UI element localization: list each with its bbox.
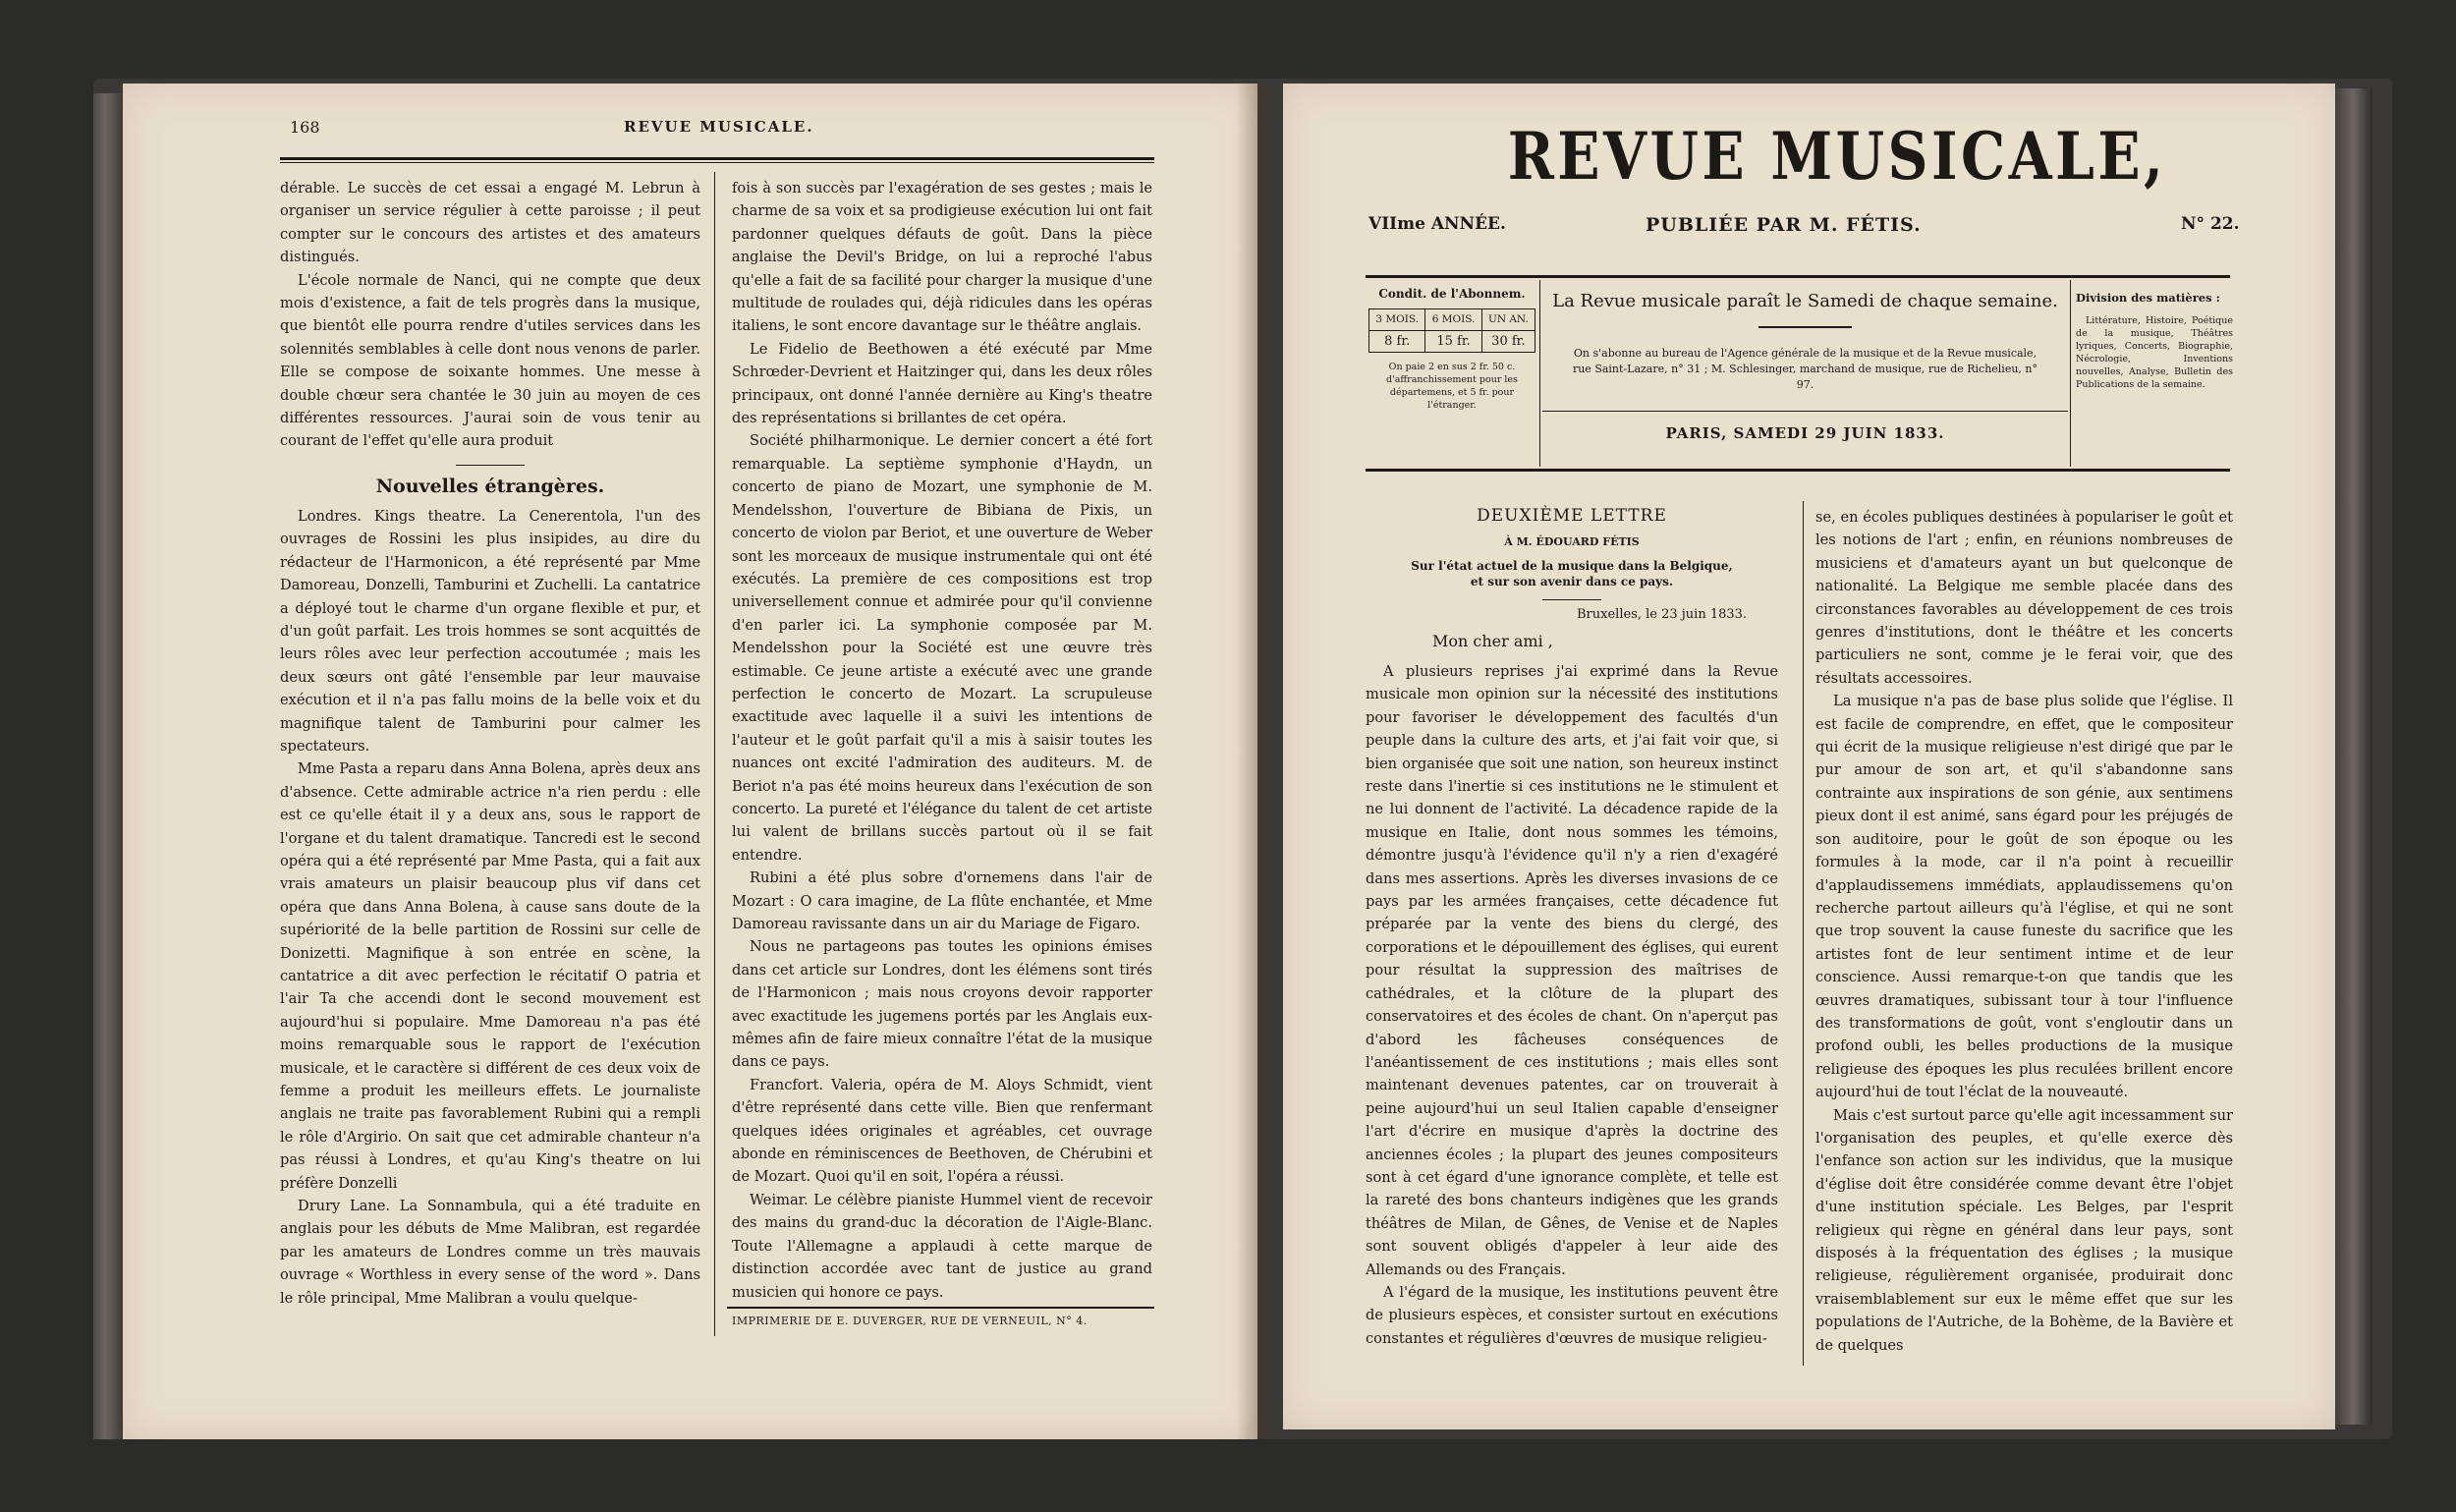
header-rule-thin	[280, 162, 1154, 163]
paragraph: Société philharmonique. Le dernier concert a été fort remarquable. La septième symphonie d'Haydn, un concerto de piano de Mozart, une symphonie de M. Mendelsshon, l'ouverture de Bibiana de Pixis, un concerto de violon par Beriot, et une ouverture de Weber sont les morceaux de musique instrumentale qui ont été exécutés. La première de ces compositions est trop universellement connue et admirée pour qu'il convienne d'en parler ici. La symphonie composée par M. Mendelsshon pour la Société est une œuvre très estimable. Ce jeune artiste a exécuté avec une grande perfection le concerto de Mozart. La scrupuleuse exactitude avec laquelle il a suivi les intentions de l'auteur et le goût parfait qu'il a mis à saisir toutes les nuances ont excité l'admiration des auditeurs. M. de Beriot n'a pas été moins heureux dans l'exécution de son concerto. La pureté et l'élégance du talent de cet artiste lui valent de brillans succès partout où il se fait entendre.	[732, 432, 1152, 864]
paragraph: Londres. Kings theatre. La Cenerentola, l'un des ouvrages de Rossini les plus insipides, au dire du rédacteur de l'Harmonicon, a été représenté par Mme Damoreau, Donzelli, Tamburini et Zuchelli. La cantatrice a déployé tout le charme d'un organe flexible et pur, et d'un goût parfait. Les trois hommes se sont acquittés de leurs rôles avec leur perfection accoutumée ; mais les deux sœurs ont gâté l'ensemble par leur mauvaise exécution et il n'a pas fallu moins de la belle voix et du magnifique talent de Tamburini pour calmer les spectateurs.	[280, 507, 700, 755]
letter-date: Bruxelles, le 23 juin 1833.	[1577, 607, 1748, 622]
box-divider-right	[2070, 280, 2071, 467]
subscription-note: On paie 2 en sus 2 fr. 50 c. d'affranchissement pour les départemens, et 5 fr. pour l'étranger.	[1386, 362, 1518, 411]
paragraph: dérable. Le succès de cet essai a engagé M. Lebrun à organiser un service régulier à cette paroisse ; il peut compter sur le concours des artistes et des amateurs distingués.	[280, 180, 700, 266]
paragraph: A plusieurs reprises j'ai exprimé dans la Revue musicale mon opinion sur la nécessité des institutions pour favoriser le développement des facultés d'un peuple dans la culture des arts, et j'ai fait voir que, si bien organisée que soit une nation, son heureux instinct reste dans l'inertie si ces institutions ne le stimulent et ne lui donnent de l'activité. La décadence rapide de la musique en Italie, dont nous sommes les témoins, démontre jusqu'à l'évidence qu'il n'y a rien d'exagéré dans mes assertions. Après les diverses invasions de ce pays par les armées françaises, cette décadence fut préparée par la vente des biens du clergé, des corporations et le dépouillement des églises, qui eurent pour résultat la suppression des maîtrises de cathédrales, et la clôture de la plupart des conservatoires et des écoles de chant. On n'aperçut pas d'abord les fâcheuses conséquences de l'anéantissement de ces institutions ; mais elles sont maintenant devenues patentes, car on trouverait à peine aujourd'hui un seul Italien capable d'enseigner l'art d'écrire en musique d'après la doctrine des anciennes écoles ; la plupart des jeunes compositeurs sont à cet égard d'une ignorance complète, et telle est la rareté des bons chanteurs indigènes que les grands théâtres de Milan, de Gênes, de Venise et de Naples sont souvent obligés d'appeler à leur aide des Allemands ou des Français.	[1366, 663, 1778, 1278]
contents-list: Littérature, Histoire, Poétique de la musique, Théâtres lyriques, Concerts, Biographie, Nécrologie, Inventions nouvelles, Analyse, Bulletin des Publications de la semaine.	[2076, 315, 2233, 390]
period-header: 3 MOIS.	[1369, 309, 1425, 331]
column-divider-right	[1803, 501, 1804, 1366]
box-divider-left	[1539, 280, 1540, 467]
right-column-2	[1815, 506, 2233, 1357]
subscription-box	[1368, 287, 1535, 412]
contents-box	[2076, 291, 2233, 391]
letter-recipient: À M. ÉDOUARD FÉTIS	[1504, 535, 1640, 548]
paragraph: A l'égard de la musique, les institutions peuvent être de plusieurs espèces, et consister surtout en exécutions constantes et régulières d'œuvres de musique religieu-	[1366, 1283, 1778, 1347]
paragraph: Weimar. Le célèbre pianiste Hummel vient de recevoir des mains du grand-duc la décoration de l'Aigle-Blanc. Toute l'Allemagne a applaudi à cette marque de distinction accordée avec tant de justice au grand musicien qui honore ce pays.	[732, 1191, 1152, 1301]
publication-schedule: La Revue musicale paraît le Samedi de chaque semaine.	[1552, 291, 2058, 311]
period-header: 6 MOIS.	[1425, 309, 1481, 331]
imprint-rule	[727, 1307, 1154, 1309]
masthead-rule-top	[1366, 275, 2230, 278]
cover-edge-left	[93, 93, 123, 1439]
publisher-label: PUBLIÉE PAR M. FÉTIS.	[1646, 214, 1922, 236]
price-cell: 8 fr.	[1369, 331, 1425, 353]
paragraph: fois à son succès par l'exagération de ses gestes ; mais le charme de sa voix et sa prodigieuse exécution lui ont fait pardonner quelques défauts de goût. Dans la pièce anglaise the Devil's Bridge, on lui a reproché l'abus qu'elle a fait de sa facilité pour charger la musique d'une multitude de roulades qui, déjà ridicules dans les opéras italiens, le sont encore davantage sur le théâtre anglais.	[732, 180, 1152, 335]
page-gutter	[1236, 84, 1283, 1439]
masthead-rule-bottom	[1366, 469, 2230, 472]
running-head: REVUE MUSICALE.	[624, 118, 814, 136]
letter-subject: Sur l'état actuel de la musique dans la Belgique, et sur son avenir dans ce pays.	[1411, 559, 1733, 588]
issue-number: N° 22.	[2181, 214, 2240, 234]
paragraph: L'école normale de Nanci, qui ne compte que deux mois d'existence, a fait de tels progrès dans la musique, que bientôt elle pourra rendre d'utiles services dans les solennités semblables à celle dont nous venons de parler. Elle se compose de soixante hommes. Une messe à double chœur sera chantée le 30 juin au moyen de ces différentes ressources. J'aurai soin de vous tenir au courant de l'effet qu'elle aura produit	[280, 271, 700, 450]
dateline: PARIS, SAMEDI 29 JUIN 1833.	[1665, 424, 1945, 442]
section-title: Nouvelles étrangères.	[375, 475, 605, 497]
heading-divider	[1542, 599, 1601, 600]
contents-title: Division des matières :	[2076, 291, 2220, 305]
cover-edge-right	[2333, 88, 2372, 1425]
imprint: IMPRIMERIE DE E. DUVERGER, RUE DE VERNEUIL, N° 4.	[732, 1315, 1088, 1327]
paragraph: se, en écoles publiques destinées à populariser le goût et les notions de l'art ; enfin, en réunions nombreuses de musiciens et d'amateurs ayant un but quelconque de nationalité. La Belgique me semble placée dans des circonstances favorables au développement de ces trois genres d'institutions, dont le théâtre et les concerts particuliers ne sont, comme je le ferai voir, que des résultats accessoires.	[1815, 509, 2233, 687]
subscription-table	[1368, 308, 1535, 353]
header-rule	[280, 157, 1154, 160]
paragraph: Drury Lane. La Sonnambula, qui a été traduite en anglais pour les débuts de Mme Malibran, est regardée par les amateurs de Londres comme un très mauvais ouvrage « Worthless in every sense of the word ». Dans le rôle principal, Mme Malibran a voulu quelque-	[280, 1198, 700, 1307]
left-column-1	[280, 177, 700, 1310]
subscription-address: On s'abonne au bureau de l'Agence générale de la musique et de la Revue musicale, rue Saint-Lazare, n° 31 ; M. Schlesinger, marchand de musique, rue de Richelieu, n° 97.	[1572, 347, 2038, 391]
salutation: Mon cher ami ,	[1432, 632, 1553, 650]
paragraph: Francfort. Valeria, opéra de M. Aloys Schmidt, vient d'être représenté dans cette ville. Bien que renfermant quelques idées originales et agréables, cet ouvrage abonde en réminiscences de Beethoven, de Chérubini et de Mozart. Quoi qu'il en soit, l'opéra a réussi.	[732, 1076, 1152, 1186]
letter-heading	[1366, 506, 1778, 600]
paragraph: Le Fidelio de Beethowen a été exécuté par Mme Schrœder-Devrient et Haitzinger qui, dans les deux rôles principaux, ont donné l'année dernière au King's theatre des représentations si brillantes de cet opéra.	[732, 340, 1152, 427]
paragraph: Mme Pasta a reparu dans Anna Bolena, après deux ans d'absence. Cette admirable actrice n'a rien perdu : elle est ce qu'elle était il y a deux ans, sous le rapport de l'organe et du talent dramatique. Tancredi est le second opéra qui a été représenté par Mme Pasta, qui a fait aux vrais amateurs un plaisir beaucoup plus vif dans cet opéra que dans Anna Bolena, à cause sans doute de la supériorité de la belle partition de Rossini sur celle de Donizetti. Magnifique à son entrée en scène, la cantatrice a dit avec perfection le récitatif O patria et l'air Ta che accendi dont le second mouvement est aujourd'hui si populaire. Mme Damoreau n'a pas été moins remarquable sous le rapport de l'exécution musicale, et le caractère si différent de ces deux voix de femme a produit les meilleurs effets. Le journaliste anglais ne traite pas favorablement Rubini qui a rempli le rôle d'Argirio. On sait que cet admirable chanteur n'a pas réussi à Londres, et qu'au King's theatre on lui préfère Donzelli	[280, 760, 700, 1192]
paragraph: Mais c'est surtout parce qu'elle agit incessamment sur l'organisation des peuples, et qu'elle exerce dès l'enfance son action sur les individus, que la musique d'église doit être considérée comme devant être l'objet d'une institution spéciale. Les Belges, par l'esprit religieux qui règne en général dans leur pays, sont disposés à la fréquentation des églises ; la musique religieuse, régulièrement organisée, produirait donc vraisemblablement sur eux le même effet que sur les populations de l'Autriche, de la Bohème, de la Bavière et de quelques	[1815, 1106, 2233, 1354]
price-cell: 30 fr.	[1481, 331, 1535, 353]
left-column-2	[732, 177, 1152, 1304]
masthead-title: REVUE MUSICALE,	[1507, 118, 2167, 195]
paragraph: Rubini a été plus sobre d'ornemens dans l'air de Mozart : O cara imagine, de La flûte enchantée, et Mme Damoreau ravissante dans un air du Mariage de Figaro.	[732, 869, 1152, 932]
ornament-rule	[1758, 326, 1852, 328]
subscription-title: Condit. de l'Abonnem.	[1378, 287, 1526, 301]
column-divider	[714, 172, 715, 1336]
right-column-1	[1366, 660, 1778, 1350]
paragraph: Nous ne partageons pas toutes les opinions émises dans cet article sur Londres, dont les élémens sont tirés de l'Harmonicon ; mais nous croyons devoir rapporter avec exactitude les jugemens portés par les Anglais eux-mêmes afin de faire mieux connaître l'état de la musique dans ce pays.	[732, 938, 1152, 1071]
masthead-wrap	[1366, 118, 2309, 195]
paragraph: La musique n'a pas de base plus solide que l'église. Il est facile de comprendre, en effet, que le compositeur qui écrit de la musique religieuse n'est dirigé que par le pur amour de son art, et qu'il s'abandonne sans contrainte aux inspirations de son génie, aux sentimens pieux dont il est animé, sans égard pour les préjugés de son auditoire, pour le goût de son époque ou les formules à la mode, car il n'a point à recueillir d'applaudissemens immédiats, applaudissemens qu'on recherche partout ailleurs qu'à l'église, et qui ne sont que trop souvent la cause funeste du sacrifice que les artistes font de leur sentiment intime et de leur conscience. Aussi remarque-t-on que tandis que les œuvres dramatiques, subissant tour à tour l'influence des transformations de goût, vont s'engloutir dans un profond oubli, les belles productions de la musique religieuse des époques les plus reculées brillent encore aujourd'hui de tout l'éclat de la nouveauté.	[1815, 693, 2233, 1101]
letter-title: DEUXIÈME LETTRE	[1477, 506, 1667, 526]
price-cell: 15 fr.	[1425, 331, 1481, 353]
section-divider	[456, 465, 525, 466]
period-header: UN AN.	[1481, 309, 1535, 331]
dateline-rule	[1542, 411, 2068, 412]
page-number: 168	[290, 118, 320, 137]
year-label: VIIme ANNÉE.	[1368, 214, 1506, 234]
